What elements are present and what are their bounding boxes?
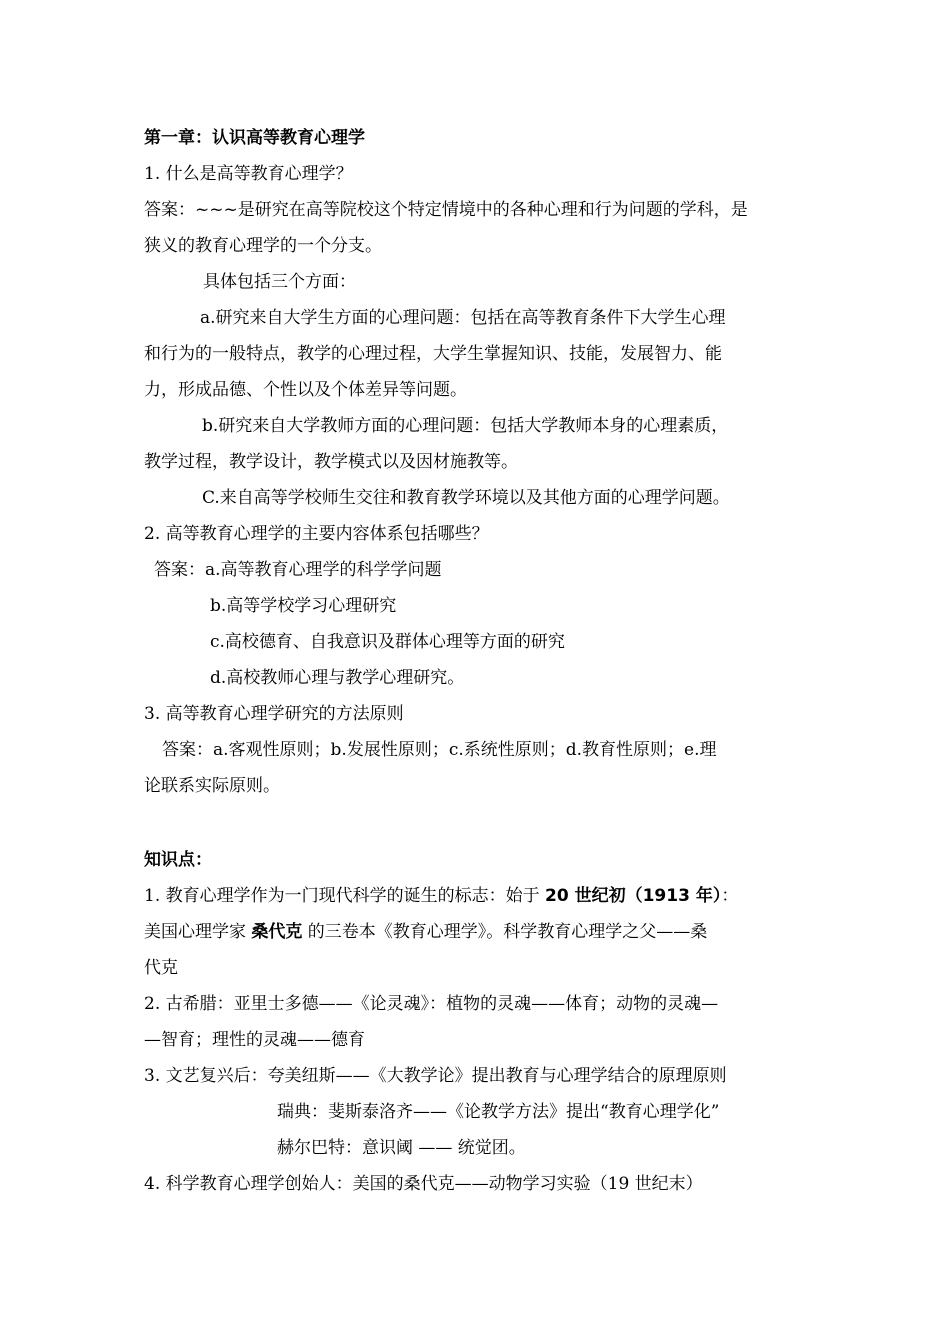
question-1: 1. 什么是高等教育心理学？ (144, 164, 353, 184)
knowledge-3-line-3: 赫尔巴特：意识阈 —— 统觉团。 (277, 1138, 526, 1158)
knowledge-4-line-1: 4. 科学教育心理学创始人：美国的桑代克——动物学习实验（19 世纪末） (144, 1174, 703, 1194)
answer-1-c-line-1: C.来自高等学校师生交往和教育教学环境以及其他方面的心理学问题。 (202, 488, 730, 508)
answer-1-line-2: 狭义的教育心理学的一个分支。 (144, 236, 382, 256)
question-3: 3. 高等教育心理学研究的方法原则 (144, 704, 404, 724)
answer-1-a-line-3: 力，形成品德、个性以及个体差异等问题。 (144, 380, 467, 400)
knowledge-2-line-1: 2. 古希腊：亚里士多德——《论灵魂》：植物的灵魂——体育；动物的灵魂— (144, 994, 719, 1014)
answer-2-a: 答案：a.高等教育心理学的科学学问题 (154, 560, 442, 580)
knowledge-title: 知识点： (144, 850, 212, 870)
answer-1-a-line-2: 和行为的一般特点，教学的心理过程，大学生掌握知识、技能，发展智力、能 (144, 344, 722, 364)
knowledge-1-line-2-suffix: 的三卷本《教育心理学》。科学教育心理学之父——桑 (302, 922, 708, 942)
knowledge-1-line-2 (144, 920, 707, 944)
answer-3-line-2: 论联系实际原则。 (144, 776, 280, 796)
answer-3-line-1: 答案：a.客观性原则；b.发展性原则；c.系统性原则；d.教育性原则；e.理 (162, 740, 717, 760)
knowledge-3-line-1: 3. 文艺复兴后：夸美纽斯——《大教学论》提出教育与心理学结合的原理原则 (144, 1066, 727, 1086)
knowledge-1-line-1-prefix: 1. 教育心理学作为一门现代科学的诞生的标志：始于 (144, 886, 546, 906)
question-2: 2. 高等教育心理学的主要内容体系包括哪些？ (144, 524, 489, 544)
answer-1-intro: 具体包括三个方面： (203, 272, 356, 292)
knowledge-1-line-1 (144, 884, 738, 908)
answer-1-b-line-2: 教学过程，教学设计，教学模式以及因材施教等。 (144, 452, 518, 472)
knowledge-2-line-2: —智育；理性的灵魂——德育 (144, 1030, 365, 1050)
answer-2-d: d.高校教师心理与教学心理研究。 (210, 668, 465, 688)
answer-2-c: c.高校德育、自我意识及群体心理等方面的研究 (210, 632, 565, 652)
knowledge-1-name-bold: 桑代克 (251, 922, 303, 942)
answer-1-b-line-1: b.研究来自大学教师方面的心理问题：包括大学教师本身的心理素质， (202, 416, 729, 436)
answer-1-a-line-1: a.研究来自大学生方面的心理问题：包括在高等教育条件下大学生心理 (200, 308, 726, 328)
knowledge-1-line-3: 代克 (144, 958, 178, 978)
answer-1-line-1: 答案：~~~是研究在高等院校这个特定情境中的各种心理和行为问题的学科，是 (144, 200, 748, 220)
knowledge-1-line-1-suffix: ： (721, 886, 739, 906)
knowledge-1-date-bold: 20 世纪初（1913 年） (545, 886, 722, 906)
knowledge-1-line-2-prefix: 美国心理学家 (144, 922, 252, 942)
knowledge-3-line-2: 瑞典：斐斯泰洛齐——《论教学方法》提出“教育心理学化” (277, 1102, 720, 1122)
answer-2-b: b.高等学校学习心理研究 (210, 596, 397, 616)
chapter-title: 第一章：认识高等教育心理学 (144, 128, 365, 148)
